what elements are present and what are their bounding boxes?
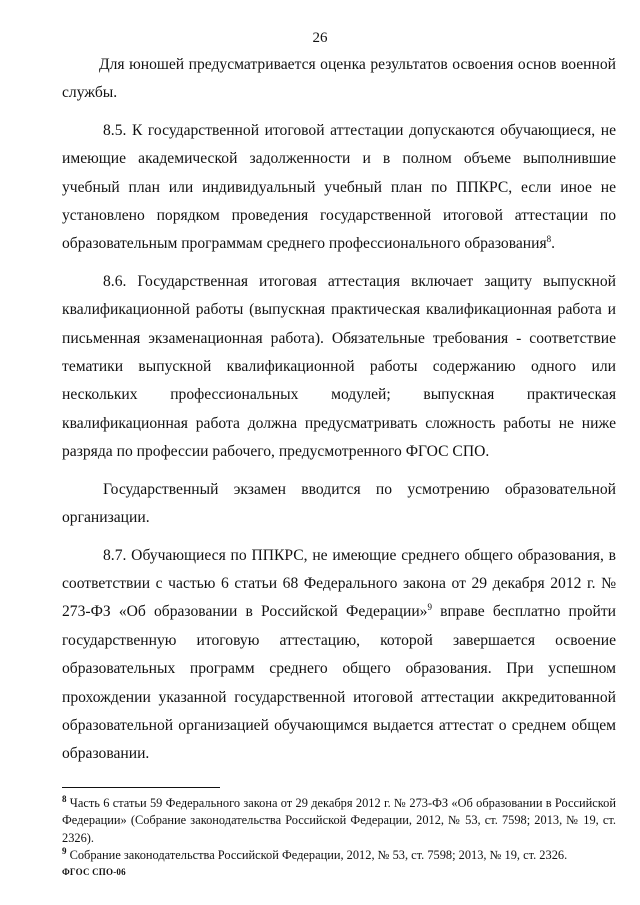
paragraph-8-5: 8.5. К государственной итоговой аттестации допускаются обучающиеся, не имеющие академической задолженности и в полном объеме выполнившие учебный план или индивидуальный учебный план по ППКРС, если иное не установлено порядком проведения государственной итоговой аттестации по образовательным программам среднего профессионального образования$^8$.	[62, 121, 616, 253]
paragraph-state-exam: Государственный экзамен вводится по усмотрению образовательной организации.	[62, 480, 616, 527]
footnotes	[62, 795, 616, 865]
page-number: 26	[312, 30, 328, 46]
footnote-ref-9[interactable]: 9	[427, 602, 432, 613]
footnote-8: $^8$ Часть 6 статьи 59 Федерального закона от 29 декабря 2012 г. № 273-ФЗ «Об образовании в Российской Федерации» (Собрание законодательства Российской Федерации, 2012, № 53, ст. 7598; 2013, № 19, ст. 2326).	[62, 793, 616, 845]
paragraph-military-service: Для юношей предусматривается оценка результатов освоения основ военной службы.	[62, 56, 616, 102]
footnote-9: $^9$ Собрание законодательства Российской Федерации, 2012, № 53, ст. 7598; 2013, № 19, ст. 2326.	[62, 846, 568, 863]
paragraph-8-6: 8.6. Государственная итоговая аттестация включает защиту выпускной квалификационной работы (выпускная практическая квалификационная работа и письменная экзаменационная работа). Обязательные требования - соответствие тематики выпускной квалификационной работы содержанию одного или нескольких профессиональных модулей; выпускная практическая квалификационная работа должна предусматривать сложность работы не ниже разряда по профессии рабочего, предусмотренного ФГОС СПО.	[62, 272, 616, 461]
document-code: ФГОС СПО-06	[62, 867, 126, 877]
main-text	[62, 51, 616, 769]
footnote-mark: 8	[62, 793, 67, 804]
footnote-mark: 9	[62, 846, 67, 857]
paragraph-8-7: 8.7. Обучающиеся по ППКРС, не имеющие среднего общего образования, в соответствии с частью 6 статьи 68 Федерального закона от 29 декабря 2012 г. № 273-ФЗ «Об образовании в Российской Федерации»$^9$ вправе бесплатно пройти государственную итоговую аттестацию, которой завершается освоение образовательных программ среднего общего образования. При успешном прохождении указанной государственной итоговой аттестации аккредитованной образовательной организацией обучающимся выдается аттестат о среднем общем образовании.	[62, 546, 616, 763]
footnote-ref-8[interactable]: 8	[546, 234, 552, 245]
footnote-divider	[62, 787, 220, 788]
